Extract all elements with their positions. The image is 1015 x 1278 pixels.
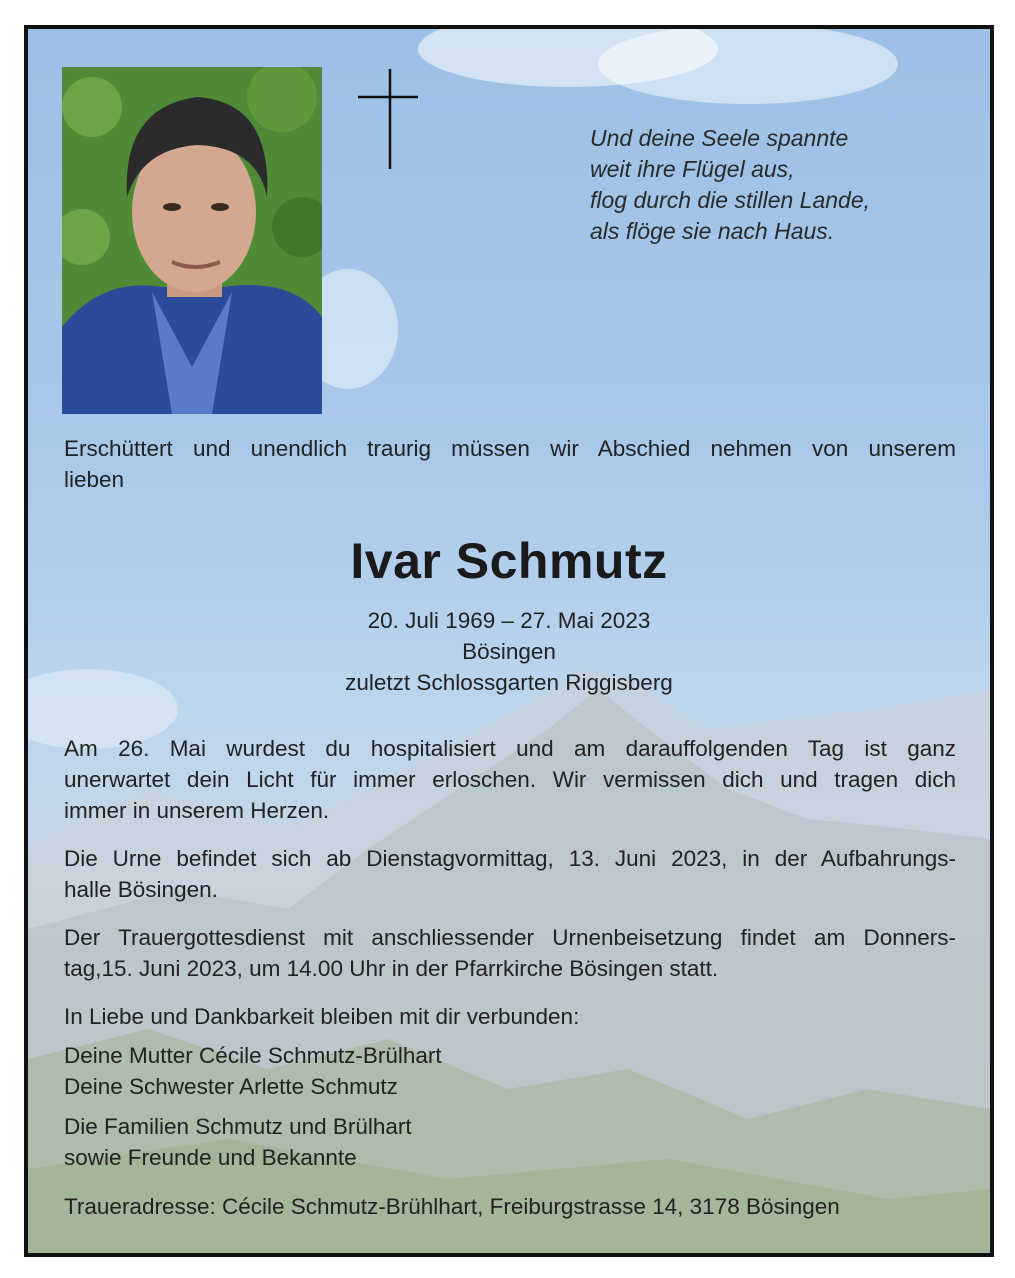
paragraph-line: Am 26. Mai wurdest du hospitalisiert und am darauffolgenden Tag ist ganz [64, 736, 956, 761]
paragraph-line: unerwartet dein Licht für immer erloschen. Wir vermissen dich und tragen dich [64, 767, 956, 792]
mourning-address: Traueradresse: Cécile Schmutz-Brühlhart, Freiburgstrasse 14, 3178 Bösingen [64, 1194, 840, 1219]
last-residence: zuletzt Schlossgarten Riggisberg [345, 670, 673, 695]
portrait-photo [62, 67, 322, 414]
intro-line: lieben [64, 467, 125, 492]
paragraph-hospital [64, 733, 956, 826]
mourners-extended [64, 1111, 956, 1173]
paragraph-line: Die Urne befindet sich ab Dienstagvormittag, 13. Juni 2023, in der Aufbahrungs- [64, 846, 956, 871]
mourner-line: sowie Freunde und Bekannte [64, 1145, 357, 1170]
cross-icon [358, 69, 418, 169]
intro-text [64, 433, 956, 495]
poem-line: flog durch die stillen Lande, [590, 187, 871, 213]
poem-line: Und deine Seele spannte [590, 125, 849, 151]
obituary-card [24, 25, 994, 1257]
poem-line: weit ihre Flügel aus, [590, 156, 795, 182]
mourner-line: Deine Schwester Arlette Schmutz [64, 1074, 398, 1099]
paragraph-line: Der Trauergottesdienst mit anschliessender Urnenbeisetzung findet am Donners- [64, 925, 956, 950]
intro-line: Erschüttert und unendlich traurig müssen wir Abschied nehmen von unserem [64, 436, 956, 461]
memorial-poem [590, 123, 950, 247]
paragraph-urn [64, 843, 956, 905]
mourner-line: Deine Mutter Cécile Schmutz-Brülhart [64, 1043, 442, 1068]
paragraph-line: tag,15. Juni 2023, um 14.00 Uhr in der Pfarrkirche Bösingen statt. [64, 956, 719, 981]
mourners-family [64, 1040, 956, 1102]
paragraph-line: immer in unserem Herzen. [64, 798, 330, 823]
mourner-line: Die Familien Schmutz und Brülhart [64, 1114, 412, 1139]
life-dates: 20. Juli 1969 – 27. Mai 2023 [367, 608, 651, 633]
deceased-name: Ivar Schmutz [350, 533, 668, 589]
paragraph-farewell: In Liebe und Dankbarkeit bleiben mit dir verbunden: [64, 1004, 580, 1029]
hometown: Bösingen [462, 639, 556, 664]
paragraph-service [64, 922, 956, 984]
poem-line: als flöge sie nach Haus. [590, 218, 835, 244]
paragraph-line: halle Bösingen. [64, 877, 218, 902]
